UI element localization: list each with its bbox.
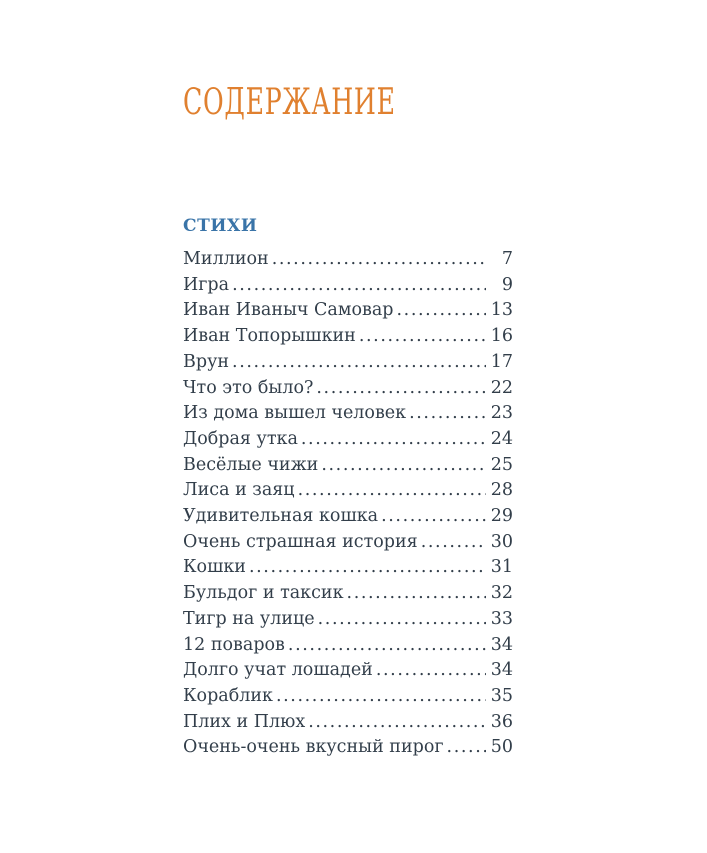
toc-entry (183, 735, 513, 761)
toc-entry-page: 29 (490, 506, 513, 527)
toc-dot-leader (288, 633, 486, 659)
section-header-stihi: СТИХИ (183, 216, 258, 236)
toc-entry (183, 478, 513, 504)
toc-entry-page: 36 (490, 711, 513, 732)
toc-entry-title: Весёлые чижи (183, 454, 319, 475)
toc-entry-title: Игра (183, 274, 230, 295)
toc-entry (183, 555, 513, 581)
toc-dot-leader (298, 478, 486, 504)
toc-entry (183, 607, 513, 633)
toc-entry (183, 376, 513, 402)
toc-list (183, 247, 513, 761)
toc-dot-leader (376, 658, 486, 684)
toc-dot-leader (421, 530, 486, 556)
toc-entry-title: Тигр на улице (183, 608, 315, 629)
toc-entry (183, 633, 513, 659)
toc-entry-title: Очень страшная история (183, 531, 418, 552)
toc-dot-leader (276, 684, 486, 710)
toc-entry-title: Миллион (183, 249, 269, 269)
toc-entry-title: Долго учат лошадей (183, 660, 373, 681)
toc-entry (183, 684, 513, 710)
toc-entry (183, 581, 513, 607)
toc-dot-leader (447, 735, 486, 761)
toc-content (183, 215, 513, 761)
toc-entry (183, 453, 513, 479)
toc-entry-page: 28 (490, 480, 513, 501)
toc-entry-title: Из дома вышел человек (183, 403, 407, 424)
toc-entry-page: 9 (501, 274, 513, 295)
toc-entry-page: 24 (490, 428, 513, 449)
toc-entry (183, 247, 513, 273)
toc-entry (183, 427, 513, 453)
toc-entry-page: 22 (490, 377, 513, 398)
toc-entry-page: 32 (490, 583, 513, 604)
toc-dot-leader (359, 324, 486, 350)
toc-entry (183, 298, 513, 324)
toc-entry-title: Плих и Плюх (183, 711, 306, 732)
toc-entry-title: Врун (183, 351, 230, 372)
toc-entry-page: 13 (490, 300, 513, 321)
toc-entry-title: Что это было? (183, 377, 314, 398)
toc-entry-page: 30 (490, 531, 513, 552)
toc-entry (183, 710, 513, 736)
toc-entry (183, 401, 513, 427)
toc-entry-page: 35 (490, 685, 513, 706)
toc-entry-title: 12 поваров (183, 634, 285, 655)
toc-entry-title: Иван Иваныч Самовар (183, 300, 394, 321)
toc-entry-page: 50 (490, 737, 513, 758)
toc-dot-leader (397, 298, 486, 324)
toc-dot-leader (272, 247, 486, 273)
toc-dot-leader (249, 555, 486, 581)
toc-entry-page: 34 (490, 660, 513, 681)
toc-dot-leader (308, 710, 486, 736)
toc-entry (183, 324, 513, 350)
toc-entry-title: Кораблик (183, 685, 273, 706)
toc-entry-title: Очень-очень вкусный пирог (183, 737, 444, 758)
toc-entry (183, 530, 513, 556)
toc-entry (183, 504, 513, 530)
toc-dot-leader (301, 427, 486, 453)
toc-entry (183, 350, 513, 376)
toc-entry-page: 23 (490, 403, 513, 424)
toc-entry-page: 16 (490, 326, 513, 347)
toc-entry-page: 7 (501, 249, 513, 269)
toc-dot-leader (318, 607, 486, 633)
toc-entry-title: Бульдог и таксик (183, 583, 344, 604)
toc-dot-leader (232, 350, 486, 376)
toc-entry-page: 25 (490, 454, 513, 475)
toc-entry (183, 658, 513, 684)
toc-dot-leader (232, 273, 486, 299)
toc-dot-leader (321, 453, 485, 479)
toc-dot-leader (409, 401, 486, 427)
toc-entry-title: Удивительная кошка (183, 506, 379, 527)
toc-entry-title: Добрая утка (183, 428, 298, 449)
toc-dot-leader (316, 376, 485, 402)
toc-entry (183, 273, 513, 299)
toc-entry-page: 17 (490, 351, 513, 372)
toc-dot-leader (347, 581, 486, 607)
toc-entry-page: 34 (490, 634, 513, 655)
toc-entry-title: Кошки (183, 557, 246, 578)
toc-entry-title: Иван Топорышкин (183, 326, 356, 347)
toc-entry-title: Лиса и заяц (183, 480, 295, 501)
toc-entry-page: 31 (490, 557, 513, 578)
toc-dot-leader (381, 504, 486, 530)
toc-entry-page: 33 (490, 608, 513, 629)
page-title: СОДЕРЖАНИЕ (183, 82, 396, 124)
